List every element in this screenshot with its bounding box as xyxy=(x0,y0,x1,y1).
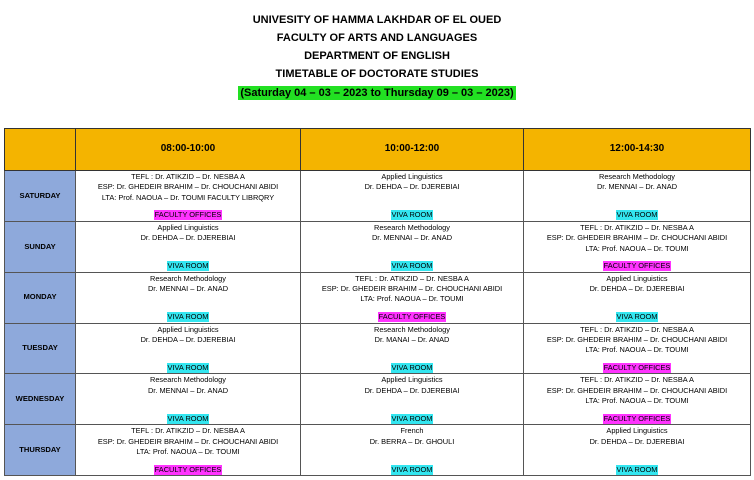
viva-room-badge: VIVA ROOM xyxy=(391,464,433,474)
course-name: Applied Linguistics xyxy=(381,375,443,385)
day-label: MONDAY xyxy=(5,272,76,323)
timetable-cell xyxy=(524,221,751,272)
course-name: Applied Linguistics xyxy=(157,324,219,334)
course-name: TEFL : Dr. ATIKZID – Dr. NESBA A xyxy=(131,426,245,436)
viva-room-badge: VIVA ROOM xyxy=(616,210,658,220)
timetable-cell xyxy=(76,272,301,323)
faculty-offices-badge: FACULTY OFFICES xyxy=(603,362,671,372)
course-name: TEFL : Dr. ATIKZID – Dr. NESBA A xyxy=(355,273,469,283)
timetable-cell xyxy=(76,374,301,425)
course-name: Applied Linguistics xyxy=(606,273,668,283)
timetable-cell xyxy=(301,425,524,476)
course-detail: Dr. MANAI – Dr. ANAD xyxy=(374,334,450,344)
timetable-cell xyxy=(524,323,751,374)
course-name: Research Methodology xyxy=(149,273,226,283)
course-detail: ESP: Dr. GHEDEIR BRAHIM – Dr. CHOUCHANI ABIDI xyxy=(546,233,728,243)
timetable-cell xyxy=(301,171,524,222)
course-detail: Dr. DEHDA – Dr. DJEREBIAI xyxy=(589,436,685,446)
department-name: DEPARTMENT OF ENGLISH xyxy=(304,50,450,62)
day-label: WEDNESDAY xyxy=(5,374,76,425)
timetable-cell xyxy=(524,272,751,323)
course-detail: Dr. MENNAI – Dr. ANAD xyxy=(147,284,229,294)
timetable-cell xyxy=(301,221,524,272)
timetable-cell xyxy=(76,171,301,222)
course-name: Applied Linguistics xyxy=(157,222,219,232)
course-detail: Dr. MENNAI – Dr. ANAD xyxy=(596,182,678,192)
course-name: French xyxy=(400,426,424,436)
course-detail: Dr. MENNAI – Dr. ANAD xyxy=(147,385,229,395)
course-name: Applied Linguistics xyxy=(381,172,443,182)
course-name: Research Methodology xyxy=(149,375,226,385)
time-slot-header: 08:00-10:00 xyxy=(76,129,301,171)
course-detail: ESP: Dr. GHEDEIR BRAHIM – Dr. CHOUCHANI ABIDI xyxy=(97,182,279,192)
course-name: Research Methodology xyxy=(598,172,675,182)
university-name: UNIVESITY OF HAMMA LAKHDAR OF EL OUED xyxy=(252,14,502,26)
timetable-cell xyxy=(301,272,524,323)
day-row xyxy=(5,221,751,272)
day-label: THURSDAY xyxy=(5,425,76,476)
course-detail: Dr. MENNAI – Dr. ANAD xyxy=(371,233,453,243)
viva-room-badge: VIVA ROOM xyxy=(391,261,433,271)
time-slot-header: 12:00-14:30 xyxy=(524,129,751,171)
timetable-title: TIMETABLE OF DOCTORATE STUDIES xyxy=(275,68,479,80)
viva-room-badge: VIVA ROOM xyxy=(167,261,209,271)
faculty-offices-badge: FACULTY OFFICES xyxy=(154,210,222,220)
viva-room-badge: VIVA ROOM xyxy=(616,464,658,474)
course-detail: LTA: Prof. NAOUA – Dr. TOUMI xyxy=(585,345,689,355)
faculty-offices-badge: FACULTY OFFICES xyxy=(603,261,671,271)
day-row xyxy=(5,425,751,476)
course-detail: LTA: Prof. NAOUA – Dr. TOUMI xyxy=(136,446,240,456)
course-detail: Dr. DEHDA – Dr. DJEREBIAI xyxy=(589,284,685,294)
day-row xyxy=(5,171,751,222)
course-detail: Dr. DEHDA – Dr. DJEREBIAI xyxy=(140,233,236,243)
course-detail: Dr. DEHDA – Dr. DJEREBIAI xyxy=(364,182,460,192)
course-detail: LTA: Prof. NAOUA – Dr. TOUMI xyxy=(585,243,689,253)
viva-room-badge: VIVA ROOM xyxy=(391,362,433,372)
course-detail: ESP: Dr. GHEDEIR BRAHIM – Dr. CHOUCHANI ABIDI xyxy=(321,284,503,294)
timetable-cell xyxy=(524,374,751,425)
timetable-cell xyxy=(524,171,751,222)
viva-room-badge: VIVA ROOM xyxy=(167,362,209,372)
timetable-cell xyxy=(76,323,301,374)
viva-room-badge: VIVA ROOM xyxy=(391,413,433,423)
course-name: Research Methodology xyxy=(373,222,450,232)
viva-room-badge: VIVA ROOM xyxy=(391,210,433,220)
faculty-offices-badge: FACULTY OFFICES xyxy=(154,464,222,474)
course-detail: Dr. DEHDA – Dr. DJEREBIAI xyxy=(140,334,236,344)
viva-room-badge: VIVA ROOM xyxy=(167,413,209,423)
course-name: TEFL : Dr. ATIKZID – Dr. NESBA A xyxy=(131,172,245,182)
time-slot-header: 10:00-12:00 xyxy=(301,129,524,171)
course-detail: ESP: Dr. GHEDEIR BRAHIM – Dr. CHOUCHANI ABIDI xyxy=(546,334,728,344)
course-name: Research Methodology xyxy=(373,324,450,334)
course-detail: ESP: Dr. GHEDEIR BRAHIM – Dr. CHOUCHANI ABIDI xyxy=(97,436,279,446)
course-name: TEFL : Dr. ATIKZID – Dr. NESBA A xyxy=(580,324,694,334)
course-detail: ESP: Dr. GHEDEIR BRAHIM – Dr. CHOUCHANI ABIDI xyxy=(546,385,728,395)
day-label: SATURDAY xyxy=(5,171,76,222)
faculty-offices-badge: FACULTY OFFICES xyxy=(378,312,446,322)
date-range: (Saturday 04 – 03 – 2023 to Thursday 09 – 03 – 2023) xyxy=(240,87,514,99)
viva-room-badge: VIVA ROOM xyxy=(167,312,209,322)
day-row xyxy=(5,374,751,425)
course-name: TEFL : Dr. ATIKZID – Dr. NESBA A xyxy=(580,222,694,232)
course-name: TEFL : Dr. ATIKZID – Dr. NESBA A xyxy=(580,375,694,385)
header-corner xyxy=(5,129,76,171)
time-header-row xyxy=(5,129,751,171)
timetable-cell xyxy=(76,425,301,476)
course-detail: LTA: Prof. NAOUA – Dr. TOUMI xyxy=(360,294,464,304)
day-row xyxy=(5,323,751,374)
day-label: SUNDAY xyxy=(5,221,76,272)
course-detail: Dr. DEHDA – Dr. DJEREBIAI xyxy=(364,385,460,395)
day-row xyxy=(5,272,751,323)
timetable-cell xyxy=(301,323,524,374)
faculty-offices-badge: FACULTY OFFICES xyxy=(603,413,671,423)
course-detail: Dr. BERRA – Dr. GHOULI xyxy=(369,436,455,446)
course-detail: LTA: Prof. NAOUA – Dr. TOUMI xyxy=(585,396,689,406)
viva-room-badge: VIVA ROOM xyxy=(616,312,658,322)
timetable-cell xyxy=(76,221,301,272)
faculty-name: FACULTY OF ARTS AND LANGUAGES xyxy=(276,32,478,44)
timetable-cell xyxy=(301,374,524,425)
timetable xyxy=(4,128,751,476)
timetable-cell xyxy=(524,425,751,476)
course-detail: LTA: Prof. NAOUA – Dr. TOUMI FACULTY LIBRQRY xyxy=(101,192,275,202)
course-name: Applied Linguistics xyxy=(606,426,668,436)
day-label: TUESDAY xyxy=(5,323,76,374)
